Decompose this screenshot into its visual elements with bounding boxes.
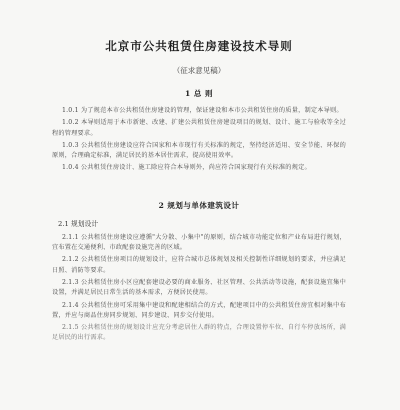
paragraph-2-1-3: 2.1.3 公共租赁住房小区应配套建设必要的商业服务、社区管理、公共活动等设施，配套设施宜集中设置，并满足居民日常生活的基本需求，方便居民使用。 bbox=[52, 278, 346, 297]
paragraph-1-0-1: 1.0.1 为了规范本市公共租赁住房建设的管理，保证建设和本市公共租赁住房的质量，制定本导则。 bbox=[62, 107, 343, 114]
paragraph-2-1-5: 2.1.5 公共租赁住房的规划设计应充分考虑居住人群的特点，合理设置停车位、自行车停放场所，满足居民的出行需求。 bbox=[52, 324, 346, 342]
section-heading-general: 1 总 则 bbox=[185, 89, 213, 98]
paragraph-2-1-4: 2.1.4 公共租赁住房可采用集中建设和配建相结合的方式，配建项目中的公共租赁住房宜相对集中布置，并应与商品住房同步规划、同步建设、同步交付使用。 bbox=[52, 301, 346, 319]
paragraph-2-1-2: 2.1.2 公共租赁住房项目的规划设计，应符合城市总体规划及相关控制性详细规划的要求，并应满足日照、消防等要求。 bbox=[52, 256, 346, 274]
paragraph-1-0-4: 1.0.4 公共租赁住房设计、施工除应符合本导则外，尚应符合国家现行有关标准的规定。 bbox=[62, 164, 311, 172]
document-title: 北京市公共租赁住房建设技术导则 bbox=[105, 39, 293, 53]
document-subtitle: （征求意见稿） bbox=[172, 66, 226, 75]
subheading-planning-design: 2.1 规划设计 bbox=[58, 219, 99, 228]
paragraph-1-0-2: 1.0.2 本导则适用于本市新建、改建、扩建公共租赁住房建设项目的规划、设计、施工与验收等全过程的管理要求。 bbox=[52, 119, 346, 137]
paragraph-2-1-1: 2.1.1 公共租赁住房建设应遵循"大分散、小集中"的原则，结合城市功能定位和产业布局进行规划，宜布置在交通便利、市政配套设施完善的区域。 bbox=[52, 233, 346, 252]
section-heading-planning: 2 规划与单体建筑设计 bbox=[158, 200, 240, 210]
paragraph-1-0-3: 1.0.3 公共租赁住房建设应符合国家和本市现行有关标准的规定，坚持经济适用、安全节能、环保的原则，合理确定标准，满足居民的基本居住需求，提高使用效率。 bbox=[52, 141, 346, 160]
